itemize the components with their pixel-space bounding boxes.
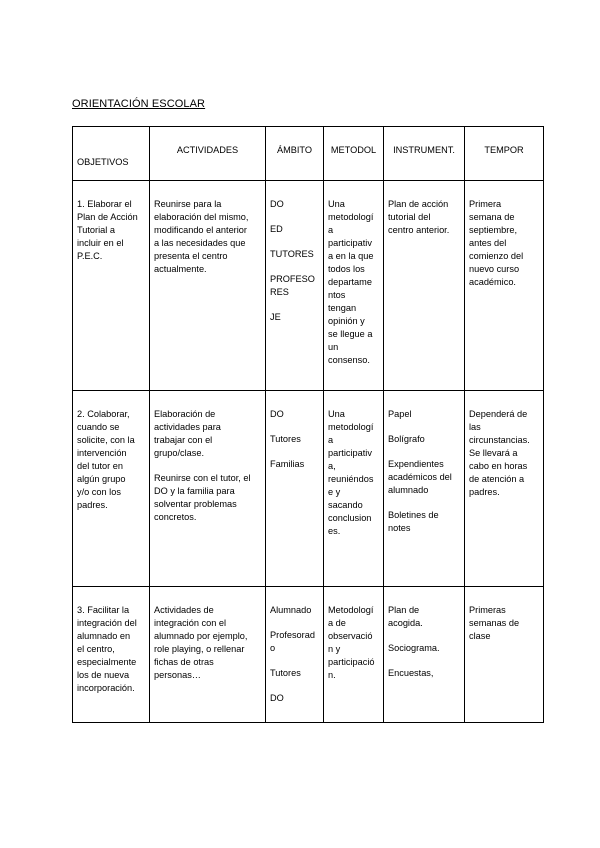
- objetivo-text: 2. Colaborar, cuando se solicite, con la intervención del tutor en algún grupo y/o con los padres.: [77, 409, 135, 510]
- cell-tempor: [465, 391, 544, 587]
- cell-objetivos: [73, 391, 150, 587]
- ambito-item: DO: [270, 199, 284, 209]
- orientation-table: [72, 126, 544, 723]
- temporalizacion-text: Primera semana de septiembre, antes del comienzo del nuevo curso académico.: [469, 199, 524, 287]
- metodologia-text: Metodologí a de observació n y participació n.: [328, 605, 375, 680]
- page-title: ORIENTACIÓN ESCOLAR: [72, 98, 206, 110]
- cell-actividades: [150, 391, 266, 587]
- instrumento-item: Bolígrafo: [388, 434, 425, 444]
- ambito-item: Alumnado: [270, 605, 312, 615]
- cell-metodol: [324, 391, 384, 587]
- cell-ambito: [266, 391, 324, 587]
- cell-metodol: [324, 181, 384, 391]
- table-row: [73, 181, 544, 391]
- instrumento-item: Sociograma.: [388, 643, 440, 653]
- cell-objetivos: [73, 587, 150, 723]
- ambito-item: JE: [270, 312, 281, 322]
- instrumento-item: Boletines de notes: [388, 510, 439, 533]
- cell-instrument: [384, 391, 465, 587]
- ambito-item: Tutores: [270, 434, 301, 444]
- instrumento-item: Plan de acogida.: [388, 605, 423, 628]
- header-actividades-label: ACTIVIDADES: [176, 145, 239, 155]
- cell-actividades: [150, 181, 266, 391]
- ambito-item: PROFESO RES: [270, 274, 315, 297]
- ambito-item: DO: [270, 693, 284, 703]
- ambito-item: TUTORES: [270, 249, 314, 259]
- actividad-text: Elaboración de actividades para trabajar con el grupo/clase.: [154, 409, 221, 458]
- instrumento-text: Plan de acción tutorial del centro anterior.: [388, 199, 450, 235]
- table-row: [73, 587, 544, 723]
- actividad-text: Reunirse para la elaboración del mismo, modificando el anterior a las necesidades que presenta el centro actualmente.: [154, 199, 249, 274]
- header-tempor-label: TEMPOR: [484, 145, 524, 155]
- header-ambito-label: ÁMBITO: [276, 145, 313, 155]
- ambito-item: Familias: [270, 459, 305, 469]
- header-objetivos: [73, 127, 150, 181]
- cell-tempor: [465, 181, 544, 391]
- ambito-item: Profesorad o: [270, 630, 315, 653]
- instrumento-item: Expendientes académicos del alumnado: [388, 459, 452, 495]
- cell-objetivos: [73, 181, 150, 391]
- temporalizacion-text: Primeras semanas de clase: [469, 605, 520, 641]
- actividad-text: Reunirse con el tutor, el DO y la familia para solventar problemas concretos.: [154, 473, 251, 522]
- cell-instrument: [384, 181, 465, 391]
- header-instrument-label: INSTRUMENT.: [393, 145, 455, 155]
- objetivo-text: 1. Elaborar el Plan de Acción Tutorial a incluir en el P.E.C.: [77, 199, 138, 261]
- metodologia-text: Una metodologí a participativ a, reuniéndos e y sacando conclusion es.: [328, 409, 374, 536]
- header-metodol: [324, 127, 384, 181]
- header-metodol-label: METODOL: [330, 145, 377, 155]
- instrumento-item: Papel: [388, 409, 412, 419]
- metodologia-text: Una metodologí a participativ a en la que todos los departame ntos tengan opinión y se llegue a un consenso.: [328, 199, 374, 365]
- header-instrument: [384, 127, 465, 181]
- header-tempor: [465, 127, 544, 181]
- cell-ambito: [266, 587, 324, 723]
- header-ambito: [266, 127, 324, 181]
- cell-tempor: [465, 587, 544, 723]
- cell-instrument: [384, 587, 465, 723]
- ambito-item: DO: [270, 409, 284, 419]
- cell-metodol: [324, 587, 384, 723]
- temporalizacion-text: Dependerá de las circunstancias. Se llevará a cabo en horas de atención a padres.: [469, 409, 530, 497]
- table-row: [73, 391, 544, 587]
- actividad-text: Actividades de integración con el alumnado por ejemplo, role playing, o rellenar fichas de otras personas…: [154, 605, 248, 680]
- instrumento-item: Encuestas,: [388, 668, 434, 678]
- ambito-item: Tutores: [270, 668, 301, 678]
- objetivo-text: 3. Facilitar la integración del alumnado en el centro, especialmente los de nueva incorporación.: [77, 605, 137, 693]
- header-actividades: [150, 127, 266, 181]
- cell-ambito: [266, 181, 324, 391]
- header-objetivos-label: OBJETIVOS: [77, 157, 129, 167]
- ambito-item: ED: [270, 224, 283, 234]
- header-row: [73, 127, 544, 181]
- cell-actividades: [150, 587, 266, 723]
